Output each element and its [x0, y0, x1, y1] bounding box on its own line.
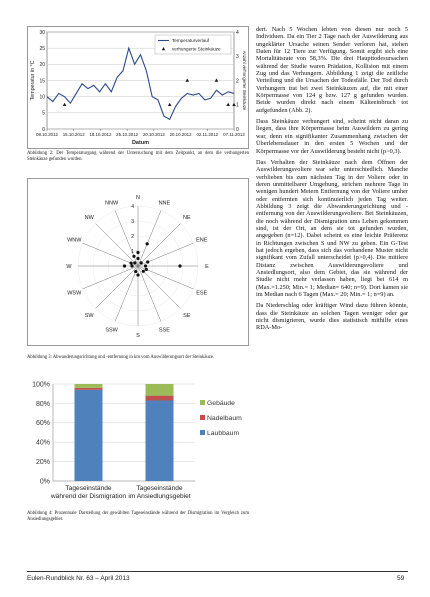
dispersal-point — [140, 261, 143, 264]
direction-label: NE — [182, 215, 191, 222]
direction-label: NW — [84, 215, 94, 222]
direction-label: S — [136, 333, 140, 339]
radial-tick-label: 4 — [131, 204, 134, 210]
category-label: Tageseinstände — [136, 485, 183, 492]
direction-label: E — [205, 264, 209, 270]
page-number: 59 — [397, 575, 405, 582]
paragraph-2: Dass Steinkäuze verhungert sind, scheint nicht daran zu liegen, dass ihre Körpermasse beim Auswildern zu gering war, denn ein signifikanter Zusammenhang zwischen der Überlebensdauer in den ersten 5 Wochen und der Körpermasse vor der Auswilderung besteht nicht (p>0,3). — [256, 118, 408, 155]
paragraph-3: Das Verhalten der Steinkäuze nach dem Öffnen der Auswilderungsvoliere war sehr unterschiedlich. Manche verblieben bis zum nächsten Tag in der Voliere oder in deren unmittelbarer Umgebung, strichen mehrere Tage in wenigen hundert Metern Entfernung von der Voliere umher oder entfernten sich kontinuierlich jeden Tag weiter. Abbildung 3 zeigt die Abwanderungsrichtung und -entfernung von der Auswilderungsvoliere. Bei Steinkäuzen, die noch während der Dismigration ums Leben gekommen sind, ist der Ort, an dem sie tot gefunden wurden, angegeben (n=12). Dabei scheint es eine leichte Präferenz in Richtungen zwischen S und NW zu geben. Ein G-Test hat jedoch ergeben, dass sich das vorhandene Muster nicht signifikant vom Zufall unterscheidet (p>0,4). Die mittlere Distanz zwischen Auswilderungsvoliere und Ansiedlungsort, also dem Gebiet, das sie während der Studie nicht mehr verlassen haben, liegt bei 614 m (Max.=1.250; Min.= 1; Median= 640; n=9). Dort kamen sie im Median nach 6 Tagen (Max.= 20; Min.= 1; n=9) an. — [256, 158, 408, 299]
dispersal-point — [178, 264, 181, 267]
dispersal-point — [130, 264, 133, 267]
direction-chart — [27, 178, 249, 346]
legend-label: Laubbaum — [207, 430, 240, 437]
direction-spoke — [96, 224, 138, 266]
dispersal-point — [144, 264, 147, 267]
y-tick-label: 0% — [39, 478, 50, 486]
journal-footer: Eulen-Rundblick Nr. 63 – April 2013 — [27, 575, 130, 582]
bar-segment-laubbaum — [146, 400, 174, 481]
dispersal-point — [136, 273, 139, 276]
direction-label: N — [136, 195, 140, 201]
direction-label: SE — [183, 312, 191, 319]
legend-label-owls: verhungerte Steinkäuze — [172, 46, 221, 52]
y-tick-label: 100% — [32, 381, 50, 389]
y-axis-title: Temperatur in °C — [30, 60, 36, 101]
direction-label: SSE — [158, 327, 170, 334]
dispersal-point — [123, 264, 126, 267]
dispersal-point — [134, 270, 137, 273]
dispersal-point — [136, 251, 139, 254]
y2-tick-label: 1 — [236, 102, 239, 109]
x-axis-title: Datum — [131, 140, 150, 146]
y-tick-label: 30 — [39, 29, 45, 36]
y2-tick-label: 3 — [236, 54, 239, 61]
y-tick-label: 25 — [39, 45, 45, 52]
x-tick-label: 08.10.2012 — [36, 132, 58, 137]
legend-swatch — [200, 415, 205, 420]
direction-label: SSW — [105, 327, 118, 334]
body-text-column — [256, 26, 408, 336]
dispersal-point — [146, 242, 149, 245]
x-tick-label: 20.10.2012 — [142, 132, 165, 137]
y-tick-label: 20% — [35, 459, 50, 466]
bar-segment-gebäude — [146, 384, 174, 396]
y-tick-label: 15 — [39, 78, 45, 85]
y-tick-label: 10 — [39, 94, 45, 101]
y-tick-label: 80% — [35, 400, 50, 408]
direction-label: ENE — [196, 237, 208, 244]
dispersal-point — [136, 257, 139, 260]
category-label: im Ansiedlungsgebiet — [128, 493, 191, 500]
temperature-chart — [27, 26, 249, 149]
bar-segment-laubbaum — [75, 390, 103, 481]
radial-tick-label: 3 — [131, 219, 134, 225]
paragraph-4: Da Niederschlag oder kräftiger Wind dazu führen könnte, dass die Steinkäuze an solchen Tagen weniger oder gar nicht dismigrieren, wurde dies statistisch mithilfe eines RDA-Mo- — [256, 302, 408, 332]
direction-label: WNW — [67, 237, 82, 244]
legend-swatch — [200, 430, 205, 435]
y-tick-label: 20 — [39, 62, 45, 69]
y2-tick-label: 0 — [236, 126, 239, 133]
dispersal-point — [142, 270, 145, 273]
direction-spoke — [96, 266, 138, 308]
bar-segment-nadelbaum — [146, 396, 174, 401]
y2-tick-label: 4 — [236, 29, 239, 36]
y-tick-label: 5 — [42, 110, 45, 117]
direction-label: NNE — [158, 200, 171, 207]
dispersal-point — [145, 268, 148, 271]
dispersal-point — [133, 261, 136, 264]
dispersal-point — [146, 260, 149, 263]
x-tick-label: 18.10.2012 — [89, 132, 112, 137]
direction-spoke — [138, 224, 180, 266]
x-tick-label: 02.11.2012 — [196, 132, 219, 137]
bar-segment-nadelbaum — [75, 388, 103, 390]
footer-rule — [27, 571, 408, 572]
y-tick-label: 0 — [42, 126, 45, 133]
x-tick-label: 20.10.2012 — [169, 132, 192, 137]
category-label: während der Dismigration — [50, 493, 127, 500]
figure-2-caption: Abbildung 2: Der Temperaturgang während der Untersuchung mit dem Zeitpunkt, an dem die verhungerten Steinkäuze gefunden wurden. — [27, 151, 249, 163]
legend-swatch — [200, 400, 205, 405]
y-tick-label: 60% — [35, 420, 50, 428]
radial-tick-label: 2 — [131, 234, 134, 240]
x-tick-label: 15.10.2012 — [62, 132, 85, 137]
direction-label: WSW — [67, 290, 82, 297]
figure-3-caption: Abbildung 3: Abwanderungsrichtung und -entfernung in km vom Auswilderungsort der Steinkäuze. — [27, 355, 215, 360]
direction-label: ESE — [196, 290, 208, 297]
legend-label-temperature: Temperaturverlauf — [172, 38, 210, 43]
y2-tick-label: 2 — [236, 78, 239, 85]
legend-label: Gebäude — [207, 400, 235, 407]
y2-axis-title: Anzahl verhungerter Steinkäuze — [242, 50, 247, 111]
radial-tick-label: 1 — [131, 249, 134, 255]
direction-label: NNW — [105, 200, 119, 207]
bar-segment-gebäude — [75, 384, 103, 388]
dispersal-point — [132, 255, 135, 258]
direction-label: SW — [84, 312, 94, 319]
dispersal-point — [129, 262, 132, 265]
roost-chart — [27, 378, 249, 510]
figure-4-caption: Abbildung 4: Prozentuale Darstellung der gewählten Tageseinstände während der Dismigration im Vergleich zum Ansiedlungsgebiet. — [27, 511, 249, 523]
y-tick-label: 40% — [35, 439, 50, 447]
x-tick-label: 25.10.2012 — [116, 132, 139, 137]
legend-label: Nadelbaum — [207, 415, 242, 422]
direction-label: W — [66, 264, 72, 270]
paragraph-1: dert. Nach 5 Wochen lebten von diesen nur noch 5 Individuen. Da ein Tier 2 Tage nach der Auswilderung aus ungeklärter Ursache seinen Sender verloren hat, stehen Daten für 12 Tiere zur Verfügung. Somit ergibt sich eine Mortalitätsrate von 58,3%. Die drei Haupttodesursachen während der Studie waren Prädation, Kollision mit einem Zug und das Verhungern. Abbildung 1 zeigt die zeitliche Verteilung und die Ursachen der Todesfälle. Der Tod durch Verhungern trat bei zwei Steinkäuzen auf, die mit einer Körpermasse von 124 g bzw. 127 g gefunden wurden. Beide wurden direkt nach einem Kälteeinbruch tot aufgefunden (Abb. 2). — [256, 26, 408, 114]
x-tick-label: 07.11.2012 — [223, 132, 245, 137]
category-label: Tageseinstände — [65, 485, 112, 492]
